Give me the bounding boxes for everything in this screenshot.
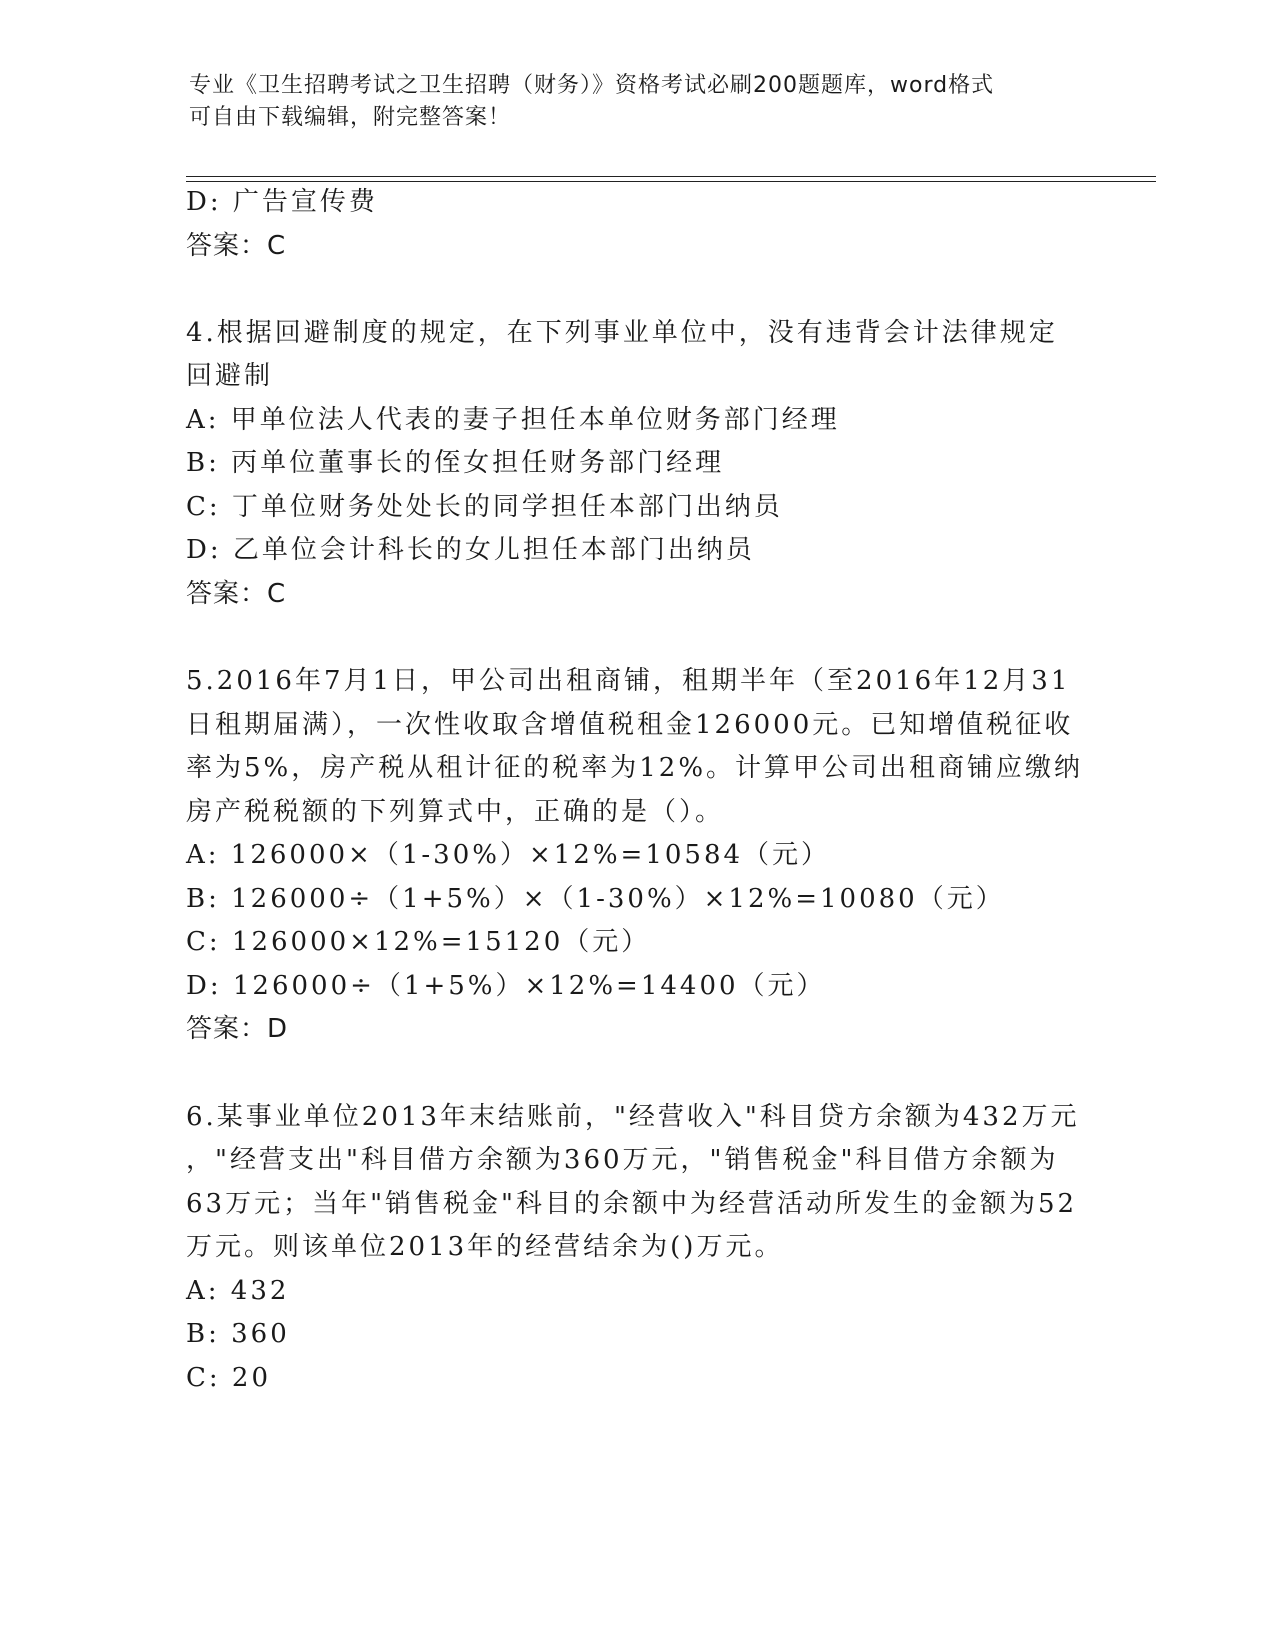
- q6-stem-line3: 63万元；当年"销售税金"科目的余额中为经营活动所发生的金额为52: [186, 1189, 1078, 1219]
- q5-option-d: D: 126000÷（1+5%）×12%=14400（元）: [186, 971, 826, 1001]
- q4-option-d: D: 乙单位会计科长的女儿担任本部门出纳员: [186, 535, 755, 565]
- q4-stem-line2: 回避制: [186, 361, 274, 391]
- q5-stem-line2: 日租期届满），一次性收取含增值税租金126000元。已知增值税征收: [186, 710, 1074, 740]
- q4-option-a: A: 甲单位法人代表的妻子担任本单位财务部门经理: [186, 405, 840, 435]
- q6-option-a: A: 432: [186, 1276, 290, 1306]
- q6-stem-line1: 6.某事业单位2013年末结账前，"经营收入"科目贷方余额为432万元: [186, 1102, 1080, 1132]
- q5-stem-line1: 5.2016年7月1日，甲公司出租商铺，租期半年（至2016年12月31: [186, 666, 1071, 696]
- q6-stem-line4: 万元。则该单位2013年的经营结余为()万元。: [186, 1232, 784, 1262]
- q5-option-c: C: 126000×12%=15120（元）: [186, 927, 651, 957]
- q4-answer: 答案：C: [186, 579, 287, 609]
- header-divider-top: [186, 176, 1156, 177]
- q4-option-c: C: 丁单位财务处处长的同学担任本部门出纳员: [186, 492, 783, 522]
- q5-option-b: B: 126000÷（1+5%）×（1-30%）×12%=10080（元）: [186, 884, 1005, 914]
- document-header: [189, 70, 1069, 134]
- q5-answer: 答案：D: [186, 1014, 289, 1044]
- q6-stem-line2: ，"经营支出"科目借方余额为360万元，"销售税金"科目借方余额为: [186, 1145, 1059, 1175]
- header-title-line1: 专业《卫生招聘考试之卫生招聘（财务）》资格考试必刷200题题库，word格式: [189, 73, 995, 98]
- header-title-line2: 可自由下载编辑，附完整答案！: [189, 105, 512, 130]
- q3-answer: 答案：C: [186, 231, 287, 261]
- q6-option-b: B: 360: [186, 1319, 290, 1349]
- q3-option-d: D: 广告宣传费: [186, 187, 378, 217]
- q4-stem-line1: 4.根据回避制度的规定，在下列事业单位中，没有违背会计法律规定: [186, 318, 1058, 348]
- header-divider-bottom: [186, 181, 1156, 182]
- q5-option-a: A: 126000×（1-30%）×12%=10584（元）: [186, 840, 831, 870]
- q4-option-b: B: 丙单位董事长的侄女担任财务部门经理: [186, 448, 725, 478]
- q5-stem-line4: 房产税税额的下列算式中，正确的是（）。: [186, 797, 725, 827]
- q6-option-c: C: 20: [186, 1363, 272, 1393]
- q5-stem-line3: 率为5%，房产税从租计征的税率为12%。计算甲公司出租商铺应缴纳: [186, 753, 1084, 783]
